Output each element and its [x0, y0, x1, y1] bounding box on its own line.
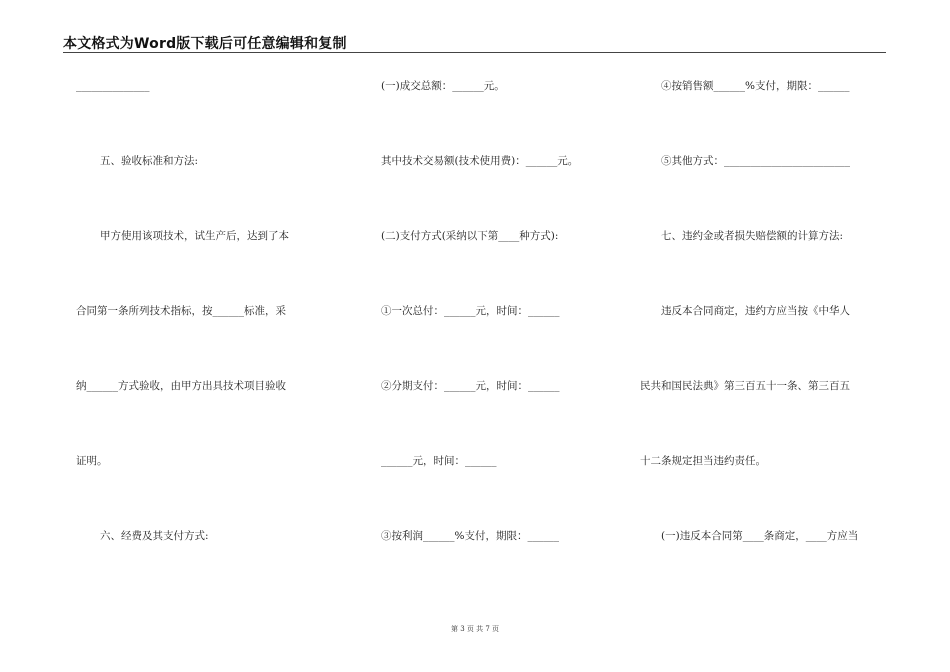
col1-line-1: ______________ — [76, 80, 150, 92]
page-header-title: 本文格式为Word版下载后可任意编辑和复制 — [63, 36, 347, 52]
col2-line-7: ③按利润______%支付，期限：______ — [381, 530, 559, 542]
col1-line-5: 纳______方式验收，由甲方出具技术项目验收 — [76, 380, 286, 392]
col3-line-6: 十二条规定担当违约责任。 — [640, 455, 766, 467]
page-number-footer: 第 3 页 共 7 页 — [450, 625, 500, 633]
col1-line-3: 甲方使用该项技术，试生产后，达到了本 — [100, 230, 289, 242]
col2-line-4: ①一次总付：______元，时间：______ — [381, 305, 560, 317]
col2-line-6: ______元，时间：______ — [381, 455, 497, 467]
col3-line-1: ④按销售额______%支付，期限：______ — [661, 80, 850, 92]
col3-line-5: 民共和国民法典》第三百五十一条、第三百五 — [640, 380, 850, 392]
col3-line-4: 违反本合同商定，违约方应当按《中华人 — [661, 305, 850, 317]
col2-line-3: (二)支付方式(采纳以下第____种方式): — [381, 230, 559, 242]
header-divider — [63, 52, 886, 53]
col3-line-7: (一)违反本合同第____条商定，____方应当 — [661, 530, 859, 542]
col2-line-1: (一)成交总额：______元。 — [381, 80, 505, 92]
col2-line-2: 其中技术交易额(技术使用费)：______元。 — [381, 155, 579, 167]
col3-line-3: 七、违约金或者损失赔偿额的计算方法: — [661, 230, 844, 242]
col1-line-7: 六、经费及其支付方式: — [100, 530, 209, 542]
col1-line-2: 五、验收标准和方法: — [100, 155, 199, 167]
col3-line-2: ⑤其他方式：________________________ — [661, 155, 850, 167]
col1-line-4: 合同第一条所列技术指标，按______标准，采 — [76, 305, 286, 317]
col1-line-6: 证明。 — [76, 455, 108, 467]
col2-line-5: ②分期支付：______元，时间：______ — [381, 380, 560, 392]
